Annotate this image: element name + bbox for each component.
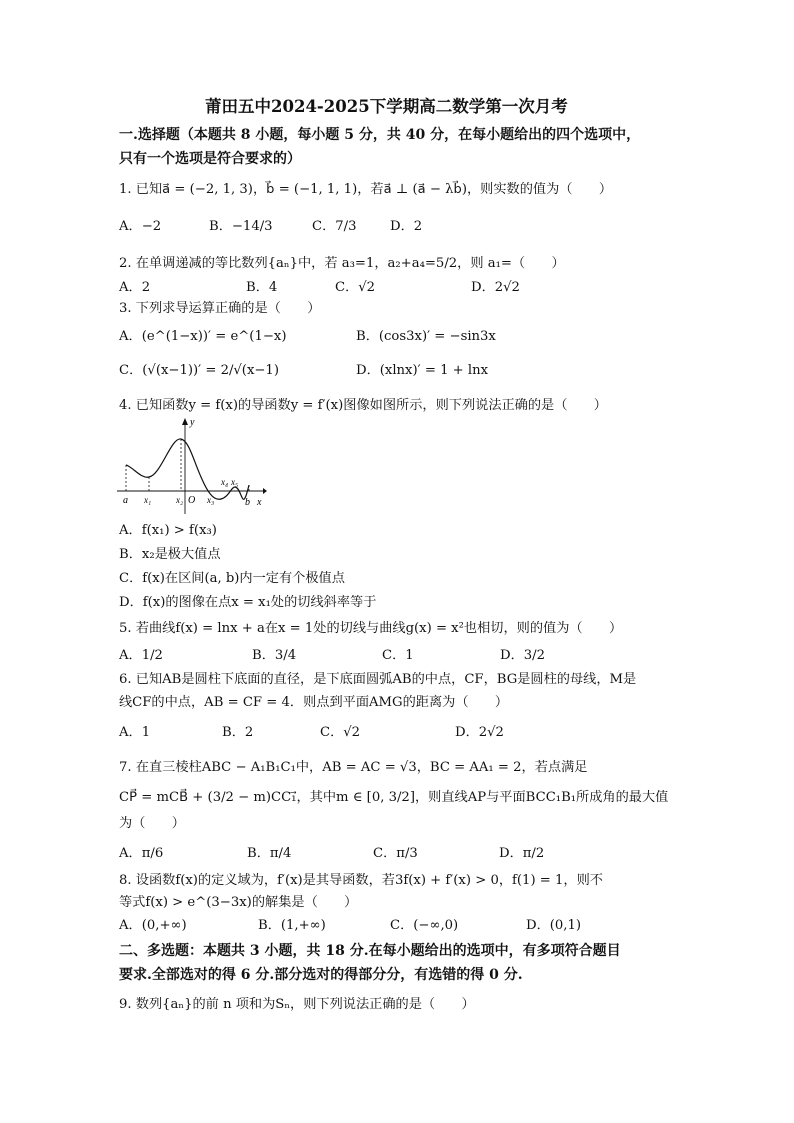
q1-stem: 1. 已知a⃗ = (−2, 1, 3)，b⃗ = (−1, 1, 1)，若a⃗ ⊥ (a⃗ − λb⃗)，则实数的值为（ ） xyxy=(119,182,613,197)
graph-label-y: y xyxy=(190,417,195,428)
q4-stem: 4. 已知函数y = f(x)的导函数y = f′(x)图像如图所示，则下列说法正确的是（ ） xyxy=(119,398,607,413)
derivative-curve xyxy=(126,439,249,499)
page-title: 莆田五中2024-2025下学期高二数学第一次月考 xyxy=(205,97,568,116)
x-axis-arrow xyxy=(263,488,267,494)
q3-option-c: C．(√(x−1))′ = 2/√(x−1) xyxy=(119,363,279,378)
q1-option-d: D．2 xyxy=(390,219,423,234)
graph-label-x2: x₂ xyxy=(176,495,184,505)
q3-option-d: D．(xlnx)′ = 1 + lnx xyxy=(356,363,489,378)
q5-option-a: A．1/2 xyxy=(119,648,163,663)
q7-option-a: A．π/6 xyxy=(119,846,164,861)
q7-option-c: C．π/3 xyxy=(373,846,418,861)
section2-heading-line1: 二、多选题：本题共 3 小题，共 18 分.在每小题给出的选项中，有多项符合题目 xyxy=(119,943,621,959)
q7-option-d: D．π/2 xyxy=(499,846,545,861)
graph-label-x4: x₄ xyxy=(221,477,229,487)
q8-option-b: B．(1,+∞) xyxy=(258,918,326,933)
q5-option-d: D．3/2 xyxy=(500,648,545,663)
graph-label-x5: x₅ xyxy=(231,477,239,487)
q5-option-c: C．1 xyxy=(382,648,414,663)
q2-option-c: C．√2 xyxy=(335,280,376,295)
q9-stem: 9. 数列{aₙ}的前 n 项和为Sₙ，则下列说法正确的是（ ） xyxy=(119,997,475,1012)
q6-option-c: C．√2 xyxy=(320,725,361,740)
section2-heading-line2: 要求.全部选对的得 6 分.部分选对的得部分分，有选错的得 0 分. xyxy=(119,967,523,983)
graph-label-b: b xyxy=(245,497,250,508)
graph-label-a: a xyxy=(123,495,128,506)
q7-stem-line3: 为（ ） xyxy=(119,816,185,831)
q6-option-a: A．1 xyxy=(119,725,151,740)
y-axis-arrow xyxy=(182,418,188,425)
q2-option-b: B．4 xyxy=(246,280,278,295)
graph-label-x1: x₁ xyxy=(144,495,152,505)
q7-stem-line2: CP⃗ = mCB⃗ + (3/2 − m)CC₁⃗，其中m ∈ [0, 3/2]，则直线AP与平面BCC₁B₁所成角的最大值 xyxy=(119,790,669,805)
q8-option-d: D．(0,1) xyxy=(526,918,582,933)
q6-option-d: D．2√2 xyxy=(455,725,504,740)
q4-option-a: A．f(x₁) > f(x₃) xyxy=(119,523,217,538)
graph-label-x3: x₃ xyxy=(207,495,215,505)
derivative-graph xyxy=(117,415,267,515)
q6-stem-line1: 6. 已知AB是圆柱下底面的直径，是下底面圆弧AB的中点，CF，BG是圆柱的母线，M是 xyxy=(119,672,637,687)
q2-stem: 2. 在单调递减的等比数列{aₙ}中，若 a₃=1，a₂+a₄=5/2，则 a₁=（ ） xyxy=(119,256,565,271)
graph-label-o: O xyxy=(188,495,196,506)
q7-stem-line1: 7. 在直三棱柱ABC − A₁B₁C₁中，AB = AC = √3，BC = AA₁ = 2，若点满足 xyxy=(119,760,588,775)
section1-heading-line2: 只有一个选项是符合要求的） xyxy=(119,151,301,167)
q2-option-a: A．2 xyxy=(119,280,151,295)
q3-stem: 3. 下列求导运算正确的是（ ） xyxy=(119,301,321,316)
q6-stem-line2: 线CF的中点，AB = CF = 4．则点到平面AMG的距离为（ ） xyxy=(119,695,509,710)
q8-option-c: C．(−∞,0) xyxy=(390,918,459,933)
q8-stem-line2: 等式f(x) > e^(3−3x)的解集是（ ） xyxy=(119,895,358,910)
q3-option-b: B．(cos3x)′ = −sin3x xyxy=(356,329,496,344)
q4-option-b: B．x₂是极大值点 xyxy=(119,547,221,562)
q4-option-c: C．f(x)在区间(a, b)内一定有个极值点 xyxy=(119,571,345,586)
q2-option-d: D．2√2 xyxy=(471,280,520,295)
q7-option-b: B．π/4 xyxy=(247,846,292,861)
q8-stem-line1: 8. 设函数f(x)的定义域为，f′(x)是其导函数，若3f(x) + f′(x) > 0，f(1) = 1，则不 xyxy=(119,873,603,888)
q8-option-a: A．(0,+∞) xyxy=(119,918,187,933)
q6-option-b: B．2 xyxy=(222,725,254,740)
q1-option-c: C．7/3 xyxy=(312,219,357,234)
q5-option-b: B．3/4 xyxy=(252,648,297,663)
graph-label-x: x xyxy=(257,497,262,508)
q3-option-a: A．(e^(1−x))′ = e^(1−x) xyxy=(119,329,287,344)
section1-heading-line1: 一.选择题（本题共 8 小题，每小题 5 分，共 40 分，在每小题给出的四个选项中， xyxy=(119,127,641,143)
q1-option-b: B．−14/3 xyxy=(209,219,273,234)
q1-option-a: A．−2 xyxy=(119,219,162,234)
q4-option-d: D．f(x)的图像在点x = x₁处的切线斜率等于 xyxy=(119,595,377,610)
q5-stem: 5. 若曲线f(x) = lnx + a在x = 1处的切线与曲线g(x) = x²也相切，则的值为（ ） xyxy=(119,621,623,636)
